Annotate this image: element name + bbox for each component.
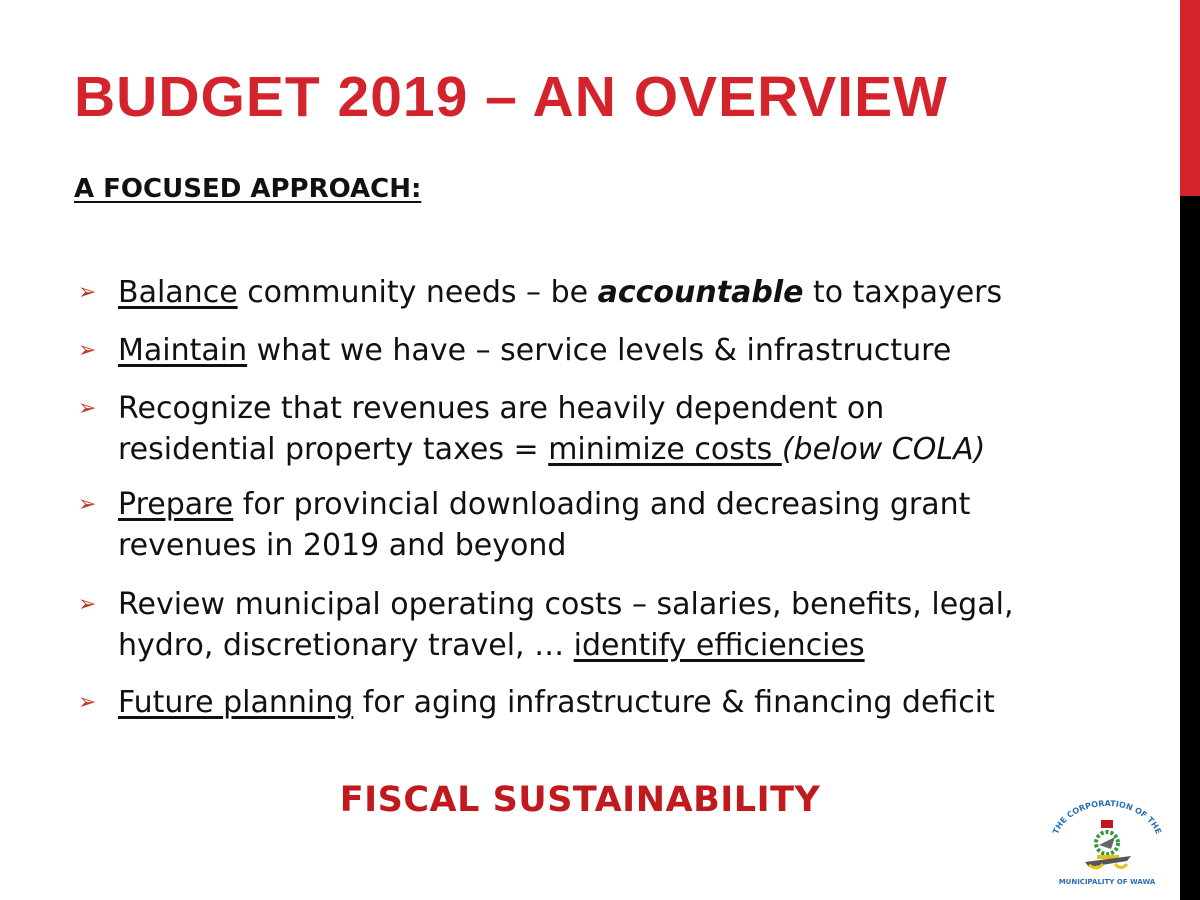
arrow-bullet-icon: ➢ [78, 338, 97, 363]
slide-title: BUDGET 2019 – AN OVERVIEW [74, 65, 948, 129]
arrow-bullet-icon: ➢ [78, 592, 97, 617]
footer-slogan: FISCAL SUSTAINABILITY [339, 780, 821, 820]
bullet-text [118, 330, 1138, 371]
logo-top-text: THE CORPORATION OF THE [1051, 798, 1163, 836]
bullet-text [118, 682, 1138, 723]
bullet-item [78, 330, 1138, 371]
bullet-text-segment: community needs – be [237, 275, 598, 310]
accent-bar-black [1180, 196, 1200, 900]
bullet-text-segment: Future planning [118, 685, 354, 720]
bullet-text-segment: Balance [118, 275, 238, 310]
bullet-item [78, 388, 1138, 470]
bullet-text [118, 584, 1138, 666]
municipality-logo [1050, 798, 1164, 888]
bullet-text-segment: what we have – service levels & infrastructure [247, 333, 952, 368]
bullet-item [78, 484, 1138, 566]
bullet-text-segment: minimize costs [548, 432, 782, 467]
bullet-text-segment: identify efficiencies [573, 628, 865, 663]
arrow-bullet-icon: ➢ [78, 690, 97, 715]
bullet-text-segment: Prepare [118, 487, 234, 522]
bullet-text [118, 272, 1138, 313]
arrow-bullet-icon: ➢ [78, 280, 97, 305]
slide-subtitle: A FOCUSED APPROACH: [74, 174, 422, 204]
crest-icon [1085, 820, 1131, 868]
bullet-item [78, 682, 1138, 723]
bullet-text-segment: for provincial downloading and decreasing grant revenues in 2019 and beyond [118, 487, 971, 563]
bullet-text-segment: Recognize that revenues are heavily dependent on residential property taxes = [118, 391, 885, 467]
bullet-text-segment: (below COLA) [781, 432, 986, 467]
bullet-text-segment: accountable [597, 275, 804, 310]
accent-bar-red [1180, 0, 1200, 196]
bullet-text-segment: Maintain [118, 333, 248, 368]
bullet-text-segment: Review municipal operating costs – salaries, benefits, legal, hydro, discretionary travel, … [118, 587, 1014, 663]
bullet-text [118, 388, 1138, 470]
arrow-bullet-icon: ➢ [78, 492, 97, 517]
bullet-text-segment: to taxpayers [803, 275, 1003, 310]
logo-bottom-text: MUNICIPALITY OF WAWA [1058, 878, 1156, 886]
arrow-bullet-icon: ➢ [78, 396, 97, 421]
bullet-item [78, 584, 1138, 666]
bullet-text [118, 484, 1138, 566]
bullet-item [78, 272, 1138, 313]
bullet-text-segment: for aging infrastructure & financing deficit [353, 685, 995, 720]
